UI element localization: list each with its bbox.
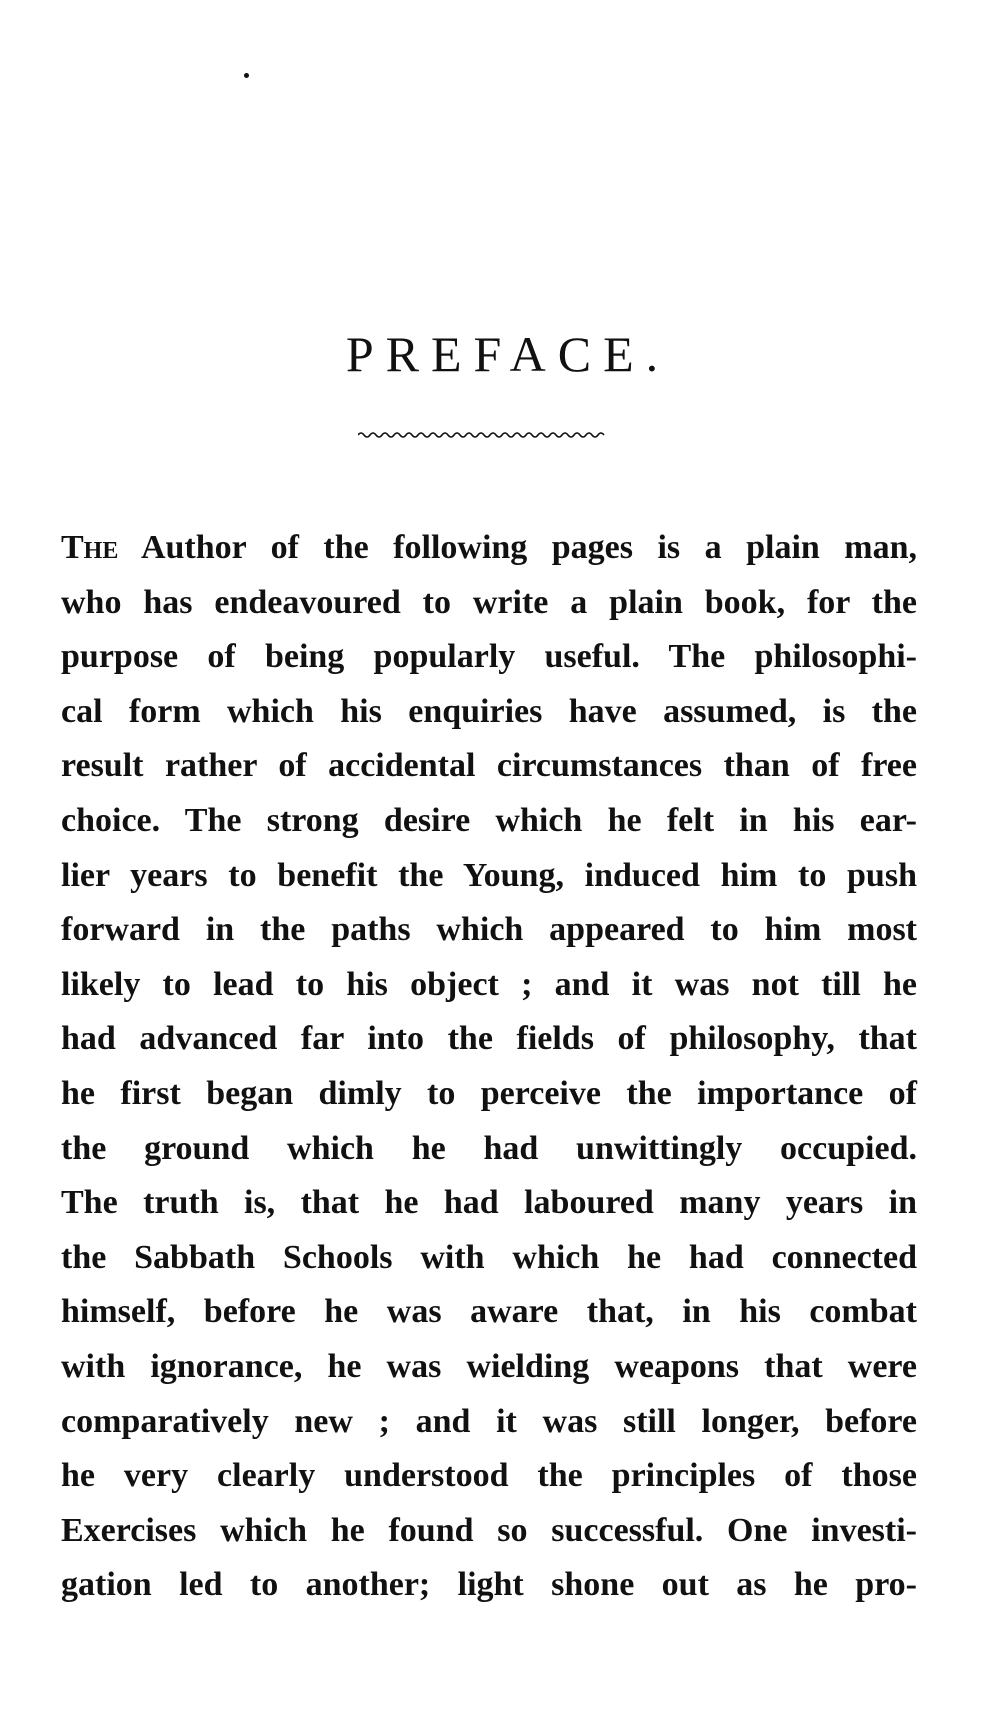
text-line: he first began dimly to perceive the importance of: [61, 1074, 917, 1112]
text-line: with ignorance, he was wielding weapons that were: [61, 1347, 917, 1385]
text-line: forward in the paths which appeared to him most: [61, 911, 917, 949]
text-line: [61, 521, 917, 576]
text-line: purpose of being popularly useful. The philosophi-: [61, 638, 917, 676]
text-line: result rather of accidental circumstances than of free: [61, 747, 917, 785]
text-line: himself, before he was aware that, in his combat: [61, 1293, 917, 1331]
text-line: Exercises which he found so successful. One investi-: [61, 1511, 917, 1549]
text-line: cal form which his enquiries have assumed, is the: [61, 692, 917, 730]
text-line: The truth is, that he had laboured many years in: [61, 1184, 917, 1222]
text-line: who has endeavoured to write a plain book, for the: [61, 583, 917, 621]
page-title: PREFACE.: [345, 325, 671, 382]
text-line: the ground which he had unwittingly occupied.: [61, 1129, 917, 1167]
opening-word: The: [61, 529, 119, 566]
text-line: he very clearly understood the principles of those: [61, 1457, 917, 1495]
text-line: the Sabbath Schools with which he had connected: [61, 1238, 917, 1276]
text-line: had advanced far into the fields of philosophy, that: [61, 1020, 917, 1058]
text-line: likely to lead to his object ; and it was not till he: [61, 965, 917, 1003]
text-line: comparatively new ; and it was still longer, before: [61, 1402, 917, 1440]
ornamental-divider: [358, 430, 608, 440]
text-line: choice. The strong desire which he felt in his ear-: [61, 801, 917, 839]
text-line: gation led to another; light shone out as he pro-: [61, 1566, 917, 1604]
preface-body: [61, 521, 917, 1613]
text-line-rest: Author of the following pages is a plain man,: [118, 529, 917, 566]
text-line: lier years to benefit the Young, induced him to push: [61, 856, 917, 894]
ink-speck: [244, 73, 249, 78]
